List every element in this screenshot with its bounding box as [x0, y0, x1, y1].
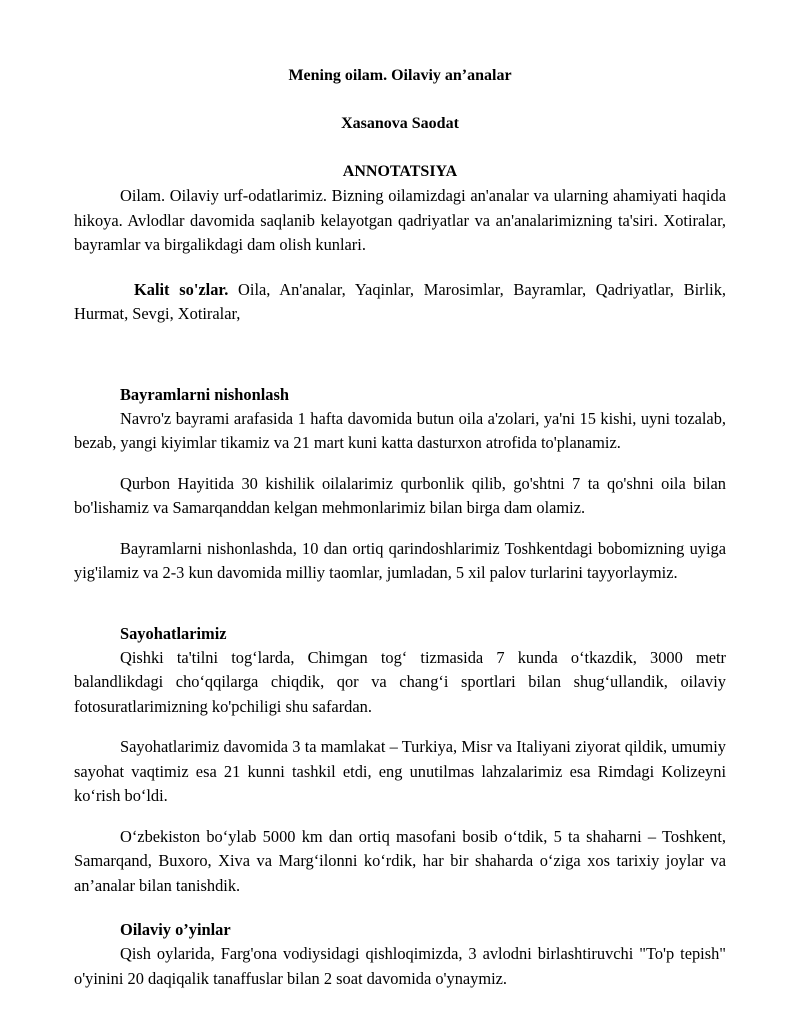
annotation-heading: ANNOTATSIYA	[342, 163, 458, 180]
document-title: Mening oilam. Oilaviy an’analar	[288, 67, 512, 84]
annotation-text: Oilam. Oilaviy urf-odatlarimiz. Bizning oilamizdagi an'analar va ularning ahamiyati haqida hikoya. Avlodlar davomida saqlanib kelayotgan qadriyatlar va an'analarimizning ta'siri. Xotiralar, bayramlar va birgalikdagi dam olish kunlari.	[74, 186, 726, 254]
keywords-text: Oila, An'analar, Yaqinlar, Marosimlar, Bayramlar, Qadriyatlar, Birlik, Hurmat, Sevgi, Xotiralar,	[74, 279, 726, 323]
section-paragraph: Qishki ta'tilni tog‘larda, Chimgan tog‘ tizmasida 7 kunda o‘tkazdik, 3000 metr balandlikdagi cho‘qqilarga chiqdik, qor va chang‘i sportlari bilan shug‘ullandik, oilaviy fotosuratlarimizning ko'pchiligi shu safardan.	[74, 647, 726, 716]
document-page	[74, 0, 726, 991]
section-paragraph: O‘zbekiston bo‘ylab 5000 km dan ortiq masofani bosib o‘tdik, 5 ta shaharni – Toshkent, Samarqand, Buxoro, Xiva va Marg‘ilonni ko‘rdik, har bir shaharda o‘ziga xos tarixiy joylar va an’analar bilan tanishdik.	[74, 826, 726, 895]
section-heading-holidays: Bayramlarni nishonlash	[120, 384, 289, 404]
section-paragraph: Sayohatlarimiz davomida 3 ta mamlakat – Turkiya, Misr va Italiyani ziyorat qildik, umumiy sayohat vaqtimiz esa 21 kunni tashkil etdi, eng unutilmas lahzalarimiz esa Rimdagi Kolizeyni ko‘rish bo‘ldi.	[74, 737, 726, 805]
keywords-label: Kalit so'zlar.	[134, 279, 229, 299]
document-author: Xasanova Saodat	[341, 115, 459, 132]
section-paragraph: Qish oylarida, Farg'ona vodiysidagi qishloqimizda, 3 avlodni birlashtiruvchi "To'p tepish" o'yinini 20 daqiqalik tanaffuslar bilan 2 soat davomida o'ynaymiz.	[74, 944, 726, 988]
section-heading-games: Oilaviy o’yinlar	[120, 920, 231, 939]
section-heading-travels: Sayohatlarimiz	[120, 623, 227, 643]
section-paragraph: Navro'z bayrami arafasida 1 hafta davomida butun oila a'zolari, ya'ni 15 kishi, uyni tozalab, bezab, yangi kiyimlar tikamiz va 21 mart kuni katta dasturxon atrofida to'planamiz.	[74, 408, 726, 452]
section-paragraph: Qurbon Hayitida 30 kishilik oilalarimiz qurbonlik qilib, go'shtni 7 ta qo'shni oila bilan bo'lishamiz va Samarqanddan kelgan mehmonlarimiz bilan birga dam olamiz.	[74, 473, 726, 517]
section-paragraph: Bayramlarni nishonlashda, 10 dan ortiq qarindoshlarimiz Toshkentdagi bobomizning uyiga yig'ilamiz va 2-3 kun davomida milliy taomlar, jumladan, 5 xil palov turlarini tayyorlaymiz.	[74, 538, 726, 582]
keywords-paragraph	[74, 278, 726, 327]
